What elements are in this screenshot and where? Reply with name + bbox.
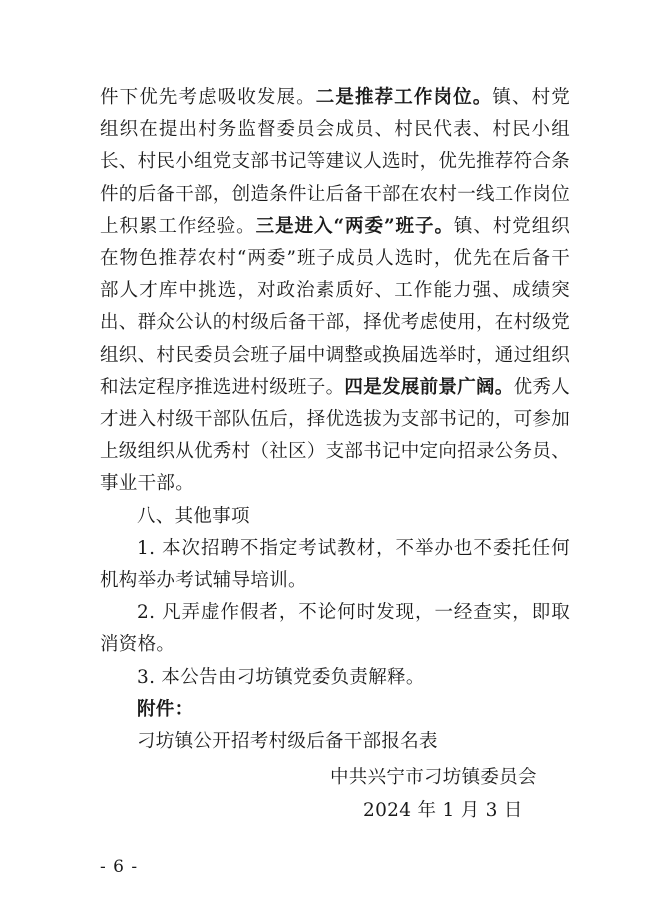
continued-paragraph [100,82,570,501]
signature-date: 2024 年 1 月 3 日 [363,800,523,821]
document-body [100,82,570,758]
attachment-item: 刁坊镇公开招考村级后备干部报名表 [137,731,438,753]
point-heading-join-committees: 三是进入“两委”班子。 [255,215,454,237]
signature-organization: 中共兴宁市刁坊镇委员会 [330,767,537,788]
paragraph-text: 镇、村党组织在提出村务监督委员会成员、村民代表、村民小组长、村民小组党支部书记等建议人选时，优先推荐符合条件的后备干部，创造条件让后备干部在农村一线工作岗位上积累工作经验。 [100,87,571,237]
list-item: 3. 本公告由刁坊镇党委负责解释。 [137,666,425,688]
page-number: - 6 - [100,857,139,877]
point-heading-prospects: 四是发展前景广阔。 [344,376,514,398]
list-item: 1. 本次招聘不指定考试教材，不举办也不委托任何机构举办考试辅导培训。 [100,537,570,592]
paragraph-text: 件下优先考虑吸收发展。 [100,87,316,108]
section-heading: 八、其他事项 [137,505,250,527]
point-heading-recommend-posts: 二是推荐工作岗位。 [315,87,493,108]
paragraph-text: 镇、村党组织在物色推荐农村“两委”班子成员人选时，优先在后备干部人才库中挑选，对政治素质好、工作能力强、成绩突出、群众公认的村级后备干部，择优考虑使用，在村级党组织、村民委员会班子届中调整或换届选举时，通过组织和法定程序推选进村级班子。 [100,215,571,398]
attachment-label: 附件： [137,698,194,720]
paragraph-text: 优秀人才进入村级干部队伍后，择优选拔为支部书记的，可参加上级组织从优秀村（社区）支部书记中定向招录公务员、事业干部。 [100,376,571,495]
list-item: 2. 凡弄虚作假者，不论何时发现，一经查实，即取消资格。 [100,602,570,656]
